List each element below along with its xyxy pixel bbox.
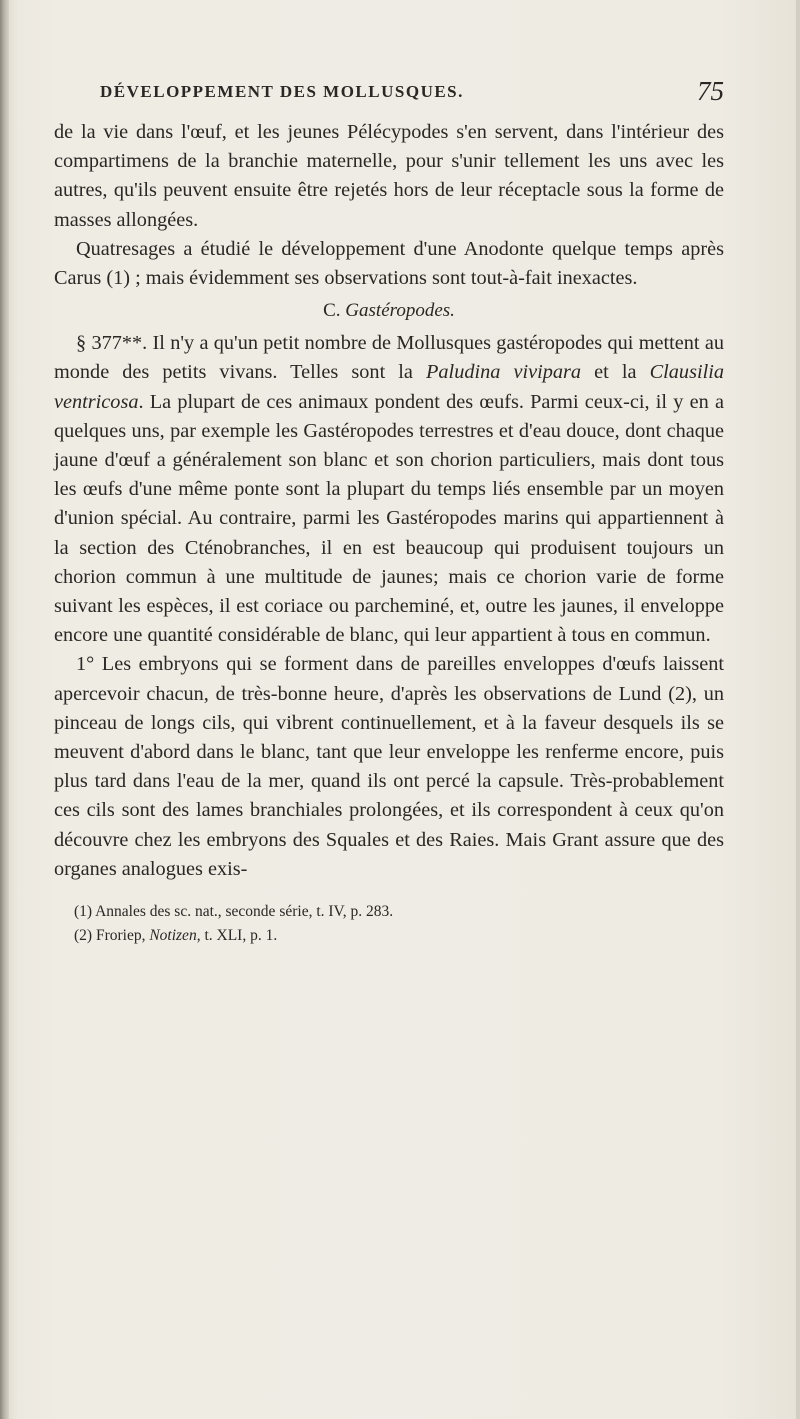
footnote-2-title: Notizen [149, 927, 197, 945]
footnote-2-prefix: (2) Froriep, [74, 927, 150, 945]
paragraph-continuation: de la vie dans l'œuf, et les jeunes Pélécypodes s'en servent, dans l'intérieur des compartimens de la branchie maternelle, pour s'unir tellement les uns avec les autres, qu'ils peuvent ensuite être rejetés hors de leur réceptacle sous la forme de masses allongées. [54, 121, 724, 231]
species-clausilia: Clausilia ventricosa [54, 361, 725, 413]
section-text-part2: et la [581, 361, 650, 384]
page-header [54, 76, 724, 112]
book-spine-shadow [0, 0, 9, 1419]
paragraph-embryons: 1° Les embryons qui se forment dans de pareilles enveloppes d'œufs laissent apercevoir chacun, de très-bonne heure, d'après les observations de Lund (2), un pinceau de longs cils, qui vibrent continuellement, et à la faveur desquels ils se meuvent d'abord dans le blanc, tant que leur enveloppe les renferme encore, puis plus tard dans l'eau de la mer, quand ils ont percé la capsule. Très-probablement ces cils sont des lames branchiales prolongées, et ils correspondent à ceux qu'on découvre chez les embryons des Squales et des Raies. Mais Grant assure que des organes analogues exis- [54, 653, 724, 880]
paragraph-section-377 [54, 329, 724, 650]
footnotes [54, 900, 724, 948]
footnote-1: (1) Annales des sc. nat., seconde série, t. IV, p. 283. [74, 903, 394, 921]
footnote-2 [54, 924, 724, 948]
page-content [54, 76, 725, 948]
page-edge [796, 0, 800, 1419]
running-head: DÉVELOPPEMENT DES MOLLUSQUES. [100, 82, 464, 101]
section-heading [54, 296, 724, 326]
footnote-2-suffix: , t. XLI, p. 1. [196, 927, 278, 945]
section-text-part3: . La plupart de ces animaux pondent des œufs. Parmi ceux-ci, il y en a quelques uns, par exemple les Gastéropodes terrestres et d'eau douce, dont chaque jaune d'œuf a généralement son blanc et son chorion particuliers, mais dont tous les œufs d'une même ponte sont la plupart du temps liés ensemble par un moyen d'union spécial. Au contraire, parmi les Gastéropodes marins qui appartiennent à la section des Cténobranches, il en est beaucoup qui produisent toujours un chorion commun à une multitude de jaunes; mais ce chorion varie de forme suivant les espèces, il est coriace ou parcheminé, et, outre les jaunes, il enveloppe encore une quantité considérable de blanc, qui leur appartient à tous en commun. [54, 390, 724, 647]
section-letter: C. [323, 300, 341, 322]
page-number: 75 [697, 76, 724, 106]
paragraph-quatresages: Quatresages a étudié le développement d'une Anodonte quelque temps après Carus (1) ; mais évidemment ses observations sont tout-à-fait inexactes. [54, 237, 724, 290]
body-text [54, 118, 724, 884]
species-paludina: Paludina vivipara [426, 361, 582, 384]
section-title: Gastéropodes. [345, 300, 455, 322]
section-text-part1: § 377**. Il n'y a qu'un petit nombre de Mollusques gastéropodes qui mettent au monde des petits vivans. Telles sont la [54, 332, 724, 384]
